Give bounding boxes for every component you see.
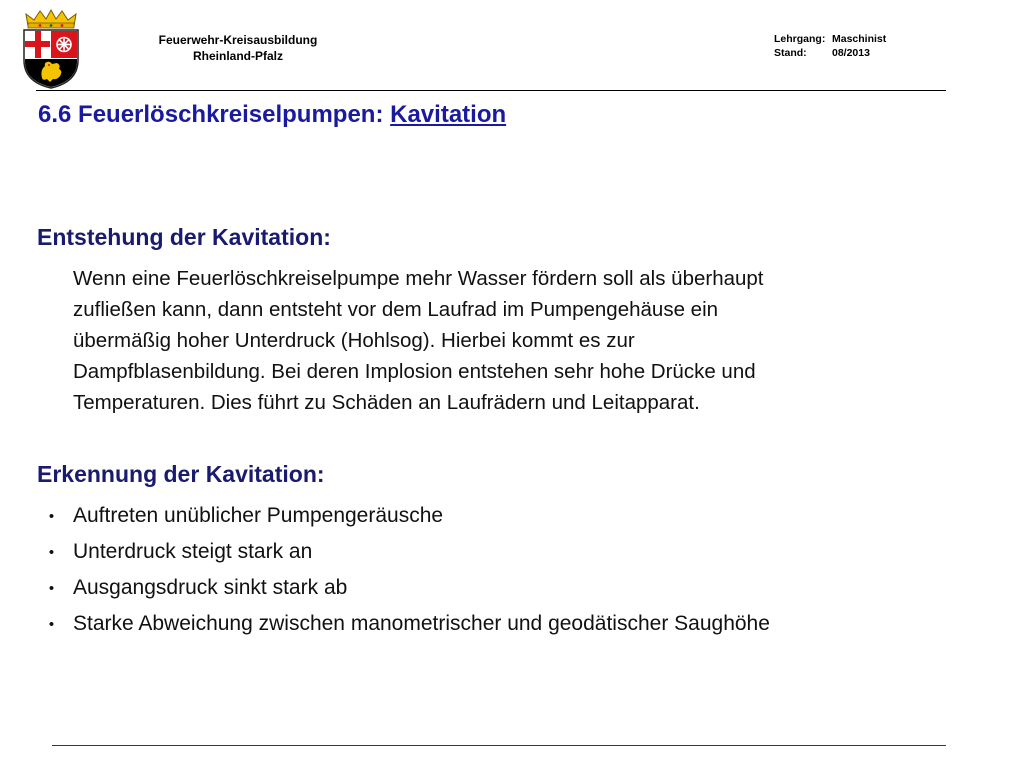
bullet-icon: • (48, 543, 55, 561)
stand-value: 08/2013 (832, 47, 870, 59)
organization-name (138, 32, 338, 64)
section-paragraph-entstehung (73, 263, 953, 418)
list-item-text: Auftreten unüblicher Pumpengeräusche (73, 504, 444, 527)
organization-line-1: Feuerwehr-Kreisausbildung (158, 33, 318, 47)
list-item-text: Starke Abweichung zwischen manometrischer und geodätischer Saughöhe (73, 612, 770, 635)
list-item (30, 606, 970, 642)
footer-divider (52, 745, 946, 746)
bullet-icon: • (48, 507, 55, 525)
organization-line-2: Rheinland-Pfalz (192, 49, 283, 63)
list-item-text: Ausgangsdruck sinkt stark ab (73, 576, 348, 599)
paragraph-line: übermäßig hoher Unterdruck (Hohlsog). Hierbei kommt es zur (73, 329, 635, 352)
paragraph-line: Temperaturen. Dies führt zu Schäden an Laufrädern und Leitapparat. (73, 391, 700, 414)
paragraph-line: Dampfblasenbildung. Bei deren Implosion entstehen sehr hohe Drücke und (73, 360, 756, 383)
paragraph-line: zufließen kann, dann entsteht vor dem Laufrad im Pumpengehäuse ein (73, 298, 719, 321)
list-item (30, 570, 970, 606)
slide-title-prefix: 6.6 Feuerlöschkreiselpumpen: (38, 101, 391, 128)
header-divider (36, 90, 946, 91)
list-item-text: Unterdruck steigt stark an (73, 540, 313, 563)
slide-title (38, 101, 506, 129)
bullet-icon: • (48, 615, 55, 633)
course-label: Lehrgang: (774, 33, 826, 45)
crown-icon (26, 10, 76, 28)
list-item (30, 534, 970, 570)
list-item (30, 498, 970, 534)
course-info (774, 32, 886, 60)
bullet-icon: • (48, 579, 55, 597)
stand-label: Stand: (774, 47, 807, 59)
coat-of-arms-icon (20, 8, 82, 90)
slide-title-link[interactable]: Kavitation (390, 101, 507, 128)
paragraph-line: Wenn eine Feuerlöschkreiselpumpe mehr Wasser fördern soll als überhaupt (73, 267, 764, 290)
section-heading-erkennung: Erkennung der Kavitation: (37, 461, 325, 487)
section-heading-entstehung: Entstehung der Kavitation: (37, 224, 331, 250)
course-value: Maschinist (832, 33, 887, 45)
bullet-list (30, 498, 970, 642)
